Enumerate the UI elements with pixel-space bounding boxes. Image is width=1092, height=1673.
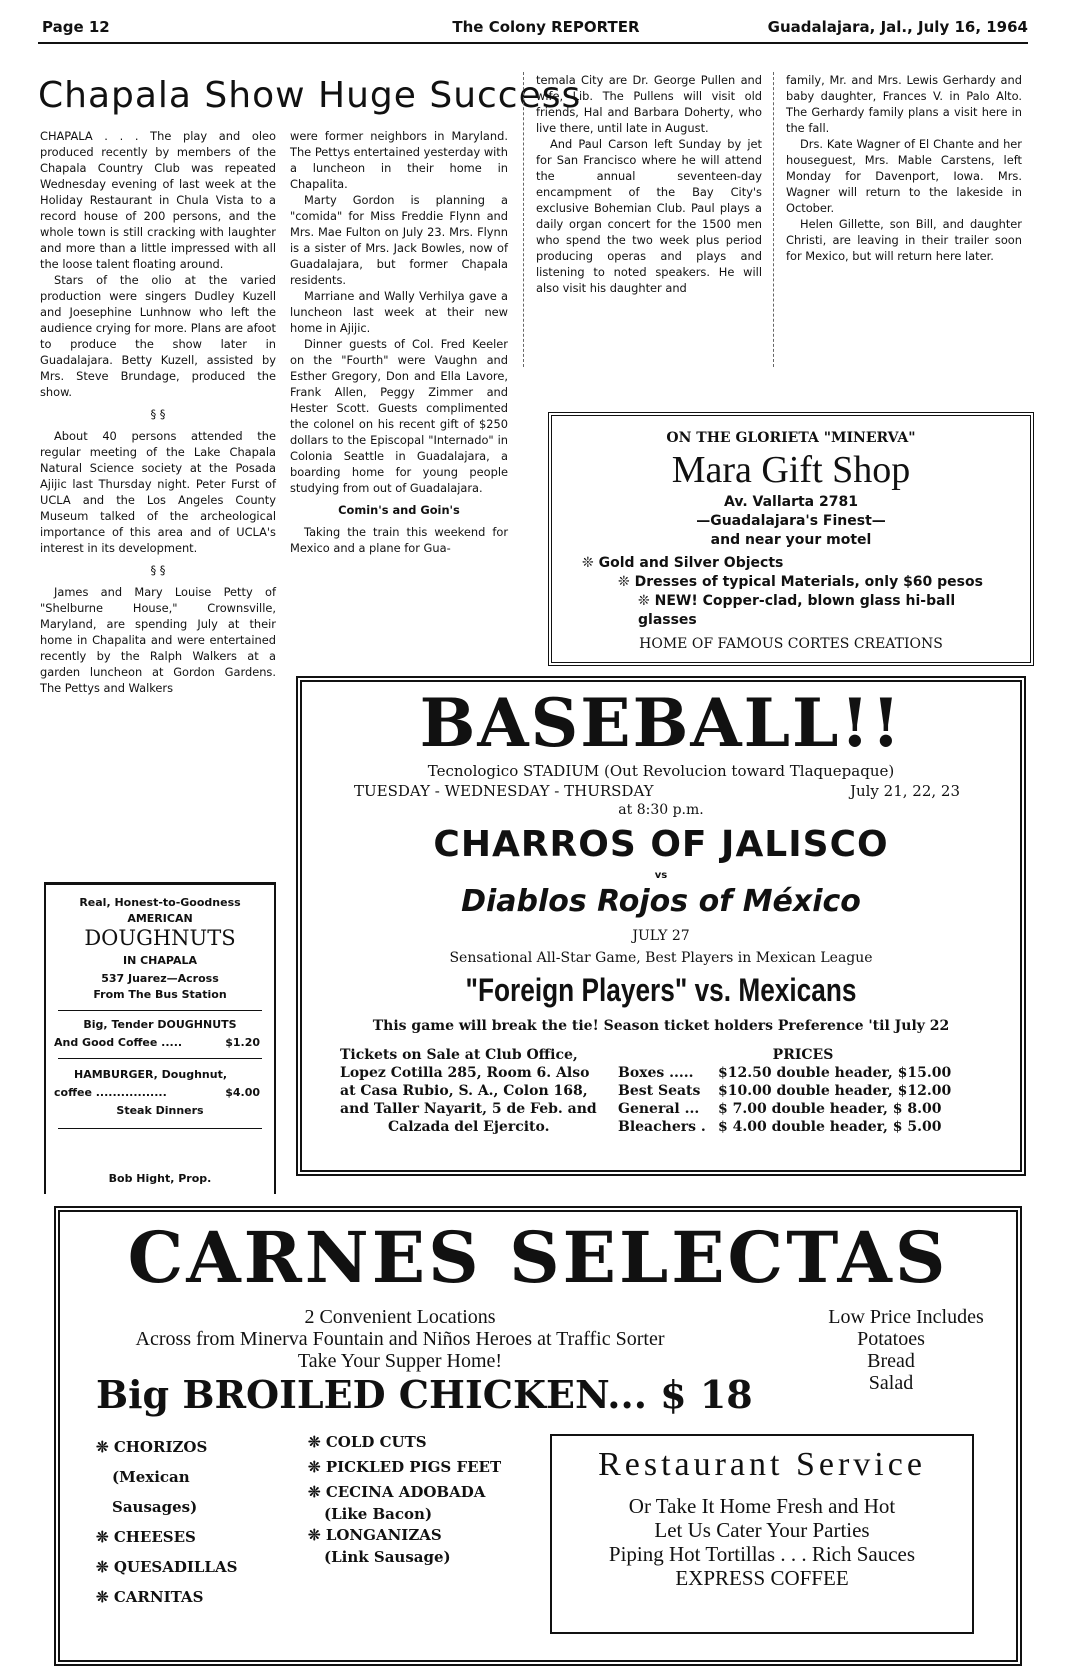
ad-item: (Mexican Sausages) <box>112 1468 198 1516</box>
ad-text: And Good Coffee ..... <box>54 1036 183 1049</box>
ad-footer: HOME OF FAMOUS CORTES CREATIONS <box>639 636 943 652</box>
ad-team-2: Diablos Rojos of México <box>461 884 861 919</box>
ad-text: Salad <box>868 1372 914 1394</box>
ad-heading: Restaurant Service <box>598 1446 926 1483</box>
ad-product-list-1 <box>96 1432 276 1612</box>
ad-item: ❊ CHORIZOS <box>96 1438 208 1456</box>
header-rule <box>38 42 1028 44</box>
ad-price-table <box>618 1046 988 1136</box>
article-paragraph: were former neighbors in Maryland. The Pettys entertained yesterday with a luncheon in their home in Chapalita. <box>290 129 508 191</box>
article-paragraph: CHAPALA . . . The play and oleo produced recently by members of the Chapala Country Club was repeated Wednesday evening of last week at the Holiday Restaurant in Chula Vista to a record house of 200 persons, and the whole town is still cracking with laughter and more than a little impressed with all the loose talent floating around. <box>40 129 276 271</box>
ad-banner-title: CARNES SELECTAS <box>127 1216 949 1299</box>
ad-text: Across from Minerva Fountain and Niños Heroes at Traffic Sorter <box>135 1328 665 1350</box>
ad-text: Tickets on Sale at Club Office, <box>340 1047 578 1063</box>
ad-text: Piping Hot Tortillas . . . Rich Sauces <box>608 1542 916 1566</box>
ad-matchup: "Foreign Players" vs. Mexicans <box>465 972 857 1008</box>
ad-item: ❊ PICKLED PIGS FEET <box>308 1458 502 1476</box>
article-paragraph: Drs. Kate Wagner of El Chante and her houseguest, Mrs. Mable Carstens, left Monday for Davenport, Iowa. Mrs. Wagner will return to the lakeside in October. <box>786 137 1022 215</box>
ad-text: 2 Convenient Locations <box>304 1306 496 1328</box>
article-paragraph: About 40 persons attended the regular meeting of the Lake Chapala Natural Science society at the Posada Ajijic last Thursday night. Peter Furst of UCLA and the Los Angeles County Museum talked of the archeological importance of this area and of UCLA's interest in its development. <box>40 429 276 555</box>
section-ornament: § § <box>150 563 166 577</box>
ad-tagline: —Guadalajara's Finest— <box>696 513 886 529</box>
ad-notice: This game will break the tie! Season ticket holders Preference 'til July 22 <box>372 1018 950 1034</box>
ad-text: EXPRESS COFFEE <box>675 1566 849 1590</box>
masthead-title: The Colony REPORTER <box>452 18 640 36</box>
page-number: Page 12 <box>42 18 110 36</box>
article-headline: Chapala Show Huge Success <box>38 75 582 116</box>
ad-price-heading: PRICES <box>772 1047 834 1063</box>
ad-product-list-2 <box>308 1430 508 1566</box>
ad-text: From The Bus Station <box>93 988 227 1001</box>
ad-text: coffee ................. <box>54 1086 167 1099</box>
carnes-selectas-ad <box>54 1206 1022 1666</box>
ad-dates: July 21, 22, 23 <box>849 782 960 800</box>
restaurant-service-box <box>550 1434 974 1634</box>
article-paragraph: Taking the train this weekend for Mexico and a plane for Gua- <box>290 525 508 555</box>
asterisk-icon: ❊ <box>308 1483 321 1501</box>
article-subhead: Comin's and Goin's <box>338 503 460 517</box>
ad-text: Low Price Includes <box>828 1306 984 1328</box>
asterisk-icon: ❊ <box>638 593 650 609</box>
column-divider <box>523 72 525 367</box>
ad-item: ❊ CARNITAS <box>96 1588 204 1606</box>
mara-gift-shop-ad <box>548 412 1034 666</box>
ad-price: $4.00 <box>225 1086 260 1099</box>
article-column-3 <box>536 72 762 296</box>
ad-days: TUESDAY - WEDNESDAY - THURSDAY <box>354 782 654 800</box>
asterisk-icon: ❊ <box>96 1558 109 1576</box>
ad-special: Big BROILED CHICKEN... $ 18 <box>96 1372 753 1417</box>
ad-text: Calzada del Ejercito. <box>388 1119 550 1135</box>
ad-shop-name: Mara Gift Shop <box>671 449 911 491</box>
asterisk-icon: ❊ <box>96 1528 109 1546</box>
ad-text: Bread <box>867 1350 915 1372</box>
article-paragraph: Stars of the olio at the varied production were singers Dudley Kuzell and Joesephine Lunhnow who left the audience crying for more. Plans are afoot to produce the show later in Guadalajara. Betty Kuzell, assisted by Mrs. Steve Brundage, produced the show. <box>40 273 276 399</box>
ad-text: at Casa Rubio, S. A., Colon 168, <box>340 1083 588 1099</box>
price-row: Boxes ..... $12.50 double header, $15.00 <box>618 1065 952 1081</box>
ad-includes-list <box>806 1328 976 1394</box>
ad-item: ❊ COLD CUTS <box>308 1433 427 1451</box>
price-row: General ... $ 7.00 double header, $ 8.00 <box>618 1101 942 1117</box>
ad-text: Take Your Supper Home! <box>297 1350 503 1372</box>
article-paragraph: James and Mary Louise Petty of "Shelburne House," Crownsville, Maryland, are spending July at their home in Chapalita and were entertained recently by the Ralph Walkers at a garden luncheon at Gordon Gardens. The Pettys and Walkers <box>40 585 276 695</box>
article-paragraph: Helen Gillette, son Bill, and daughter Christi, are leaving in their trailer soon for Mexico, but will return here later. <box>786 217 1022 263</box>
ad-subtitle: Sensational All-Star Game, Best Players in Mexican League <box>449 950 873 966</box>
section-ornament: § § <box>150 407 166 421</box>
article-column-4 <box>786 72 1022 264</box>
ad-text: Big, Tender DOUGHNUTS <box>83 1018 237 1031</box>
article-column-1 <box>40 128 276 696</box>
asterisk-icon: ❊ <box>308 1433 321 1451</box>
ad-price: $1.20 <box>225 1036 260 1049</box>
ad-text: Let Us Cater Your Parties <box>654 1518 870 1542</box>
ad-vs: vs <box>654 870 668 881</box>
ad-text: IN CHAPALA <box>122 954 197 967</box>
ad-text: HAMBURGER, Doughnut, <box>74 1068 228 1081</box>
column-divider <box>773 72 775 367</box>
ad-text: AMERICAN <box>127 912 193 925</box>
ad-banner-title: BASEBALL!! <box>419 684 903 762</box>
asterisk-icon: ❊ <box>308 1526 321 1544</box>
ad-heading: DOUGHNUTS <box>84 926 236 950</box>
ad-address: Av. Vallarta 2781 <box>724 494 858 510</box>
ad-item: ❊ Gold and Silver Objects <box>582 555 784 571</box>
ad-item: ❊ LONGANIZAS <box>308 1526 442 1544</box>
ad-item: ❊ Dresses of typical Materials, only $60 pesos <box>618 574 983 590</box>
ad-ticket-info <box>340 1046 630 1136</box>
ad-text: Lopez Cotilla 285, Room 6. Also <box>340 1065 590 1081</box>
ad-item: ❊ CECINA ADOBADA <box>308 1483 486 1501</box>
ad-time: at 8:30 p.m. <box>618 802 704 818</box>
ad-date-2: JULY 27 <box>632 928 690 944</box>
ad-text: Bob Hight, Prop. <box>108 1172 212 1185</box>
article-paragraph: temala City are Dr. George Pullen and wife, Lib. The Pullens will visit old friends, Hal and Barbara Doherty, who live there, until late in August. <box>536 73 762 135</box>
price-row: Bleachers . $ 4.00 double header, $ 5.00 <box>618 1119 942 1135</box>
ad-text: and Taller Nayarit, 5 de Feb. and <box>340 1101 597 1117</box>
ad-text: Or Take It Home Fresh and Hot <box>628 1494 896 1518</box>
baseball-ad <box>296 676 1026 1176</box>
article-paragraph: Dinner guests of Col. Fred Keeler on the "Fourth" were Vaughn and Esther Gregory, Don and Ella Lavore, Frank Allen, Peggy Zimmer and Hester Scott. Guests complimented the colonel on his recent gift of $250 dollars to the Episcopal "Internado" in Colonia Seattle in Guadalajara, a boarding home for young people studying from out of Guadalajara. <box>290 337 508 495</box>
ad-text: Real, Honest-to-Goodness <box>79 896 241 909</box>
ad-item: ❊ QUESADILLAS <box>96 1558 238 1576</box>
ad-text: 537 Juarez—Across <box>101 972 219 985</box>
asterisk-icon: ❊ <box>308 1458 321 1476</box>
ad-item-list <box>582 554 1012 630</box>
article-paragraph: And Paul Carson left Sunday by jet for San Francisco where he will attend the annual seventeen-day encampment of the Bay City's exclusive Bohemian Club. Paul plays a daily organ concert for the 1500 men who spend the two week plus period producing operas and plays and listening to noted speakers. He will also visit his daughter and <box>536 137 762 295</box>
ad-team-1: CHARROS OF JALISCO <box>433 824 889 865</box>
ad-tagline: and near your motel <box>710 532 872 548</box>
ad-text: Steak Dinners <box>116 1104 204 1117</box>
asterisk-icon: ❊ <box>96 1588 109 1606</box>
dateline: Guadalajara, Jal., July 16, 1964 <box>767 18 1028 36</box>
ad-item: (Link Sausage) <box>324 1548 451 1566</box>
ad-venue: Tecnologico STADIUM (Out Revolucion toward Tlaquepaque) <box>427 762 895 780</box>
asterisk-icon: ❊ <box>96 1438 109 1456</box>
article-column-2 <box>290 128 508 556</box>
article-paragraph: Marriane and Wally Verhilya gave a luncheon last week at their new home in Ajijic. <box>290 289 508 335</box>
article-paragraph: family, Mr. and Mrs. Lewis Gerhardy and baby daughter, Frances V. in Palo Alto. The Gerhardy family plans a visit here in the fall. <box>786 73 1022 135</box>
doughnut-ad <box>44 882 276 1194</box>
ad-item: (Like Bacon) <box>324 1505 433 1523</box>
asterisk-icon: ❊ <box>618 574 630 590</box>
article-paragraph: Marty Gordon is planning a "comida" for Miss Freddie Flynn and Mrs. Mae Fulton on July 23. Mrs. Flynn is a sister of Mrs. Jack Bowles, now of Guadalajara, but former Chapala residents. <box>290 193 508 287</box>
price-row: Best Seats $10.00 double header, $12.00 <box>618 1083 952 1099</box>
ad-location: ON THE GLORIETA "MINERVA" <box>666 430 916 446</box>
ad-item: ❊ CHEESES <box>96 1528 196 1546</box>
ad-item: ❊ NEW! Copper-clad, blown glass hi-ball glasses <box>638 593 956 628</box>
asterisk-icon: ❊ <box>582 555 594 571</box>
ad-text: Potatoes <box>857 1328 925 1350</box>
